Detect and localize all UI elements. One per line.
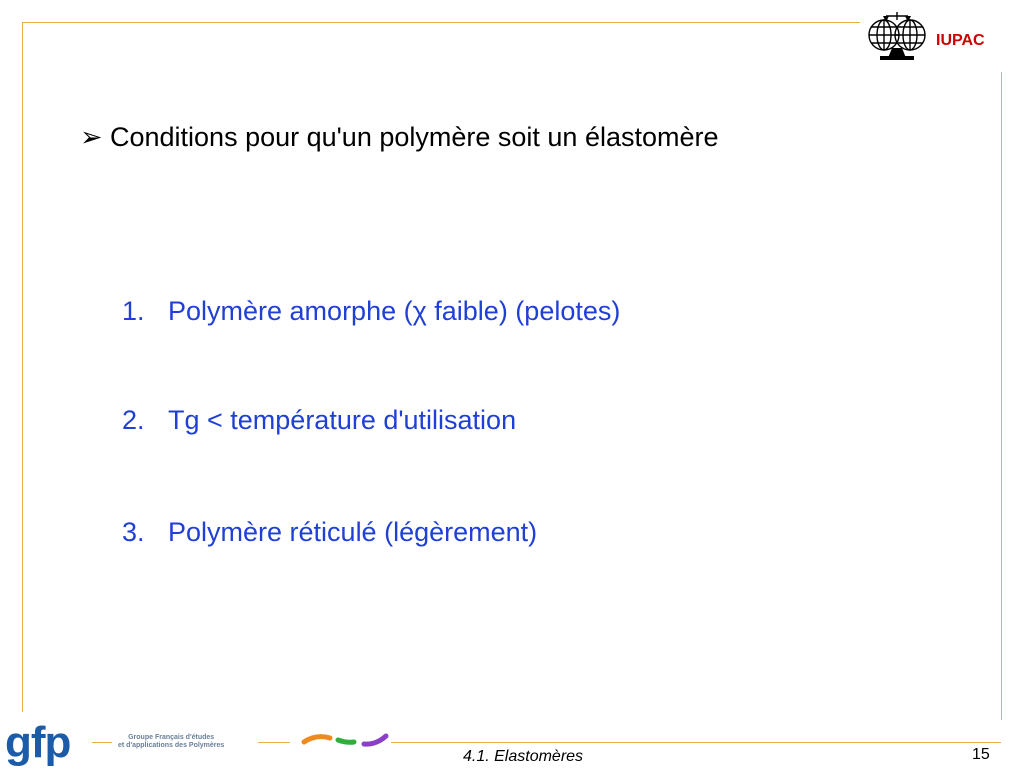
list-item-text: Polymère amorphe (χ faible) (pelotes) xyxy=(168,296,621,326)
list-item-number: 2. xyxy=(122,405,145,435)
frame-right-border xyxy=(1001,72,1002,720)
list-item-text: Tg < température d'utilisation xyxy=(168,405,517,435)
list-item-number: 3. xyxy=(122,517,145,547)
frame-bottom-border xyxy=(391,742,1001,743)
frame-left-border xyxy=(22,22,23,712)
frame-tick-middle xyxy=(258,742,290,743)
colored-waves-icon xyxy=(300,730,392,752)
frame-top-border xyxy=(22,22,860,23)
footer-title: 4.1. Elastomères xyxy=(463,748,584,765)
list-item-text: Polymère réticulé (légèrement) xyxy=(168,517,538,547)
gfp-line-1: Groupe Français d'études xyxy=(128,734,215,741)
arrow-bullet-icon: ➢ xyxy=(80,122,103,152)
gfp-line-2: et d'applications des Polymères xyxy=(118,742,225,749)
list-item xyxy=(122,405,516,436)
gfp-logo: gfp xyxy=(5,718,71,767)
page-number: 15 xyxy=(972,746,990,763)
iupac-globe-icon xyxy=(866,8,928,62)
frame-tick-left xyxy=(92,742,112,743)
list-item-number: 1. xyxy=(122,296,145,326)
slide-heading xyxy=(80,122,719,153)
list-item xyxy=(122,296,620,327)
list-item xyxy=(122,517,537,548)
iupac-logo-text: IUPAC xyxy=(936,32,985,49)
gfp-organization-name xyxy=(118,734,224,750)
slide-heading-text: Conditions pour qu'un polymère soit un élastomère xyxy=(110,122,719,152)
